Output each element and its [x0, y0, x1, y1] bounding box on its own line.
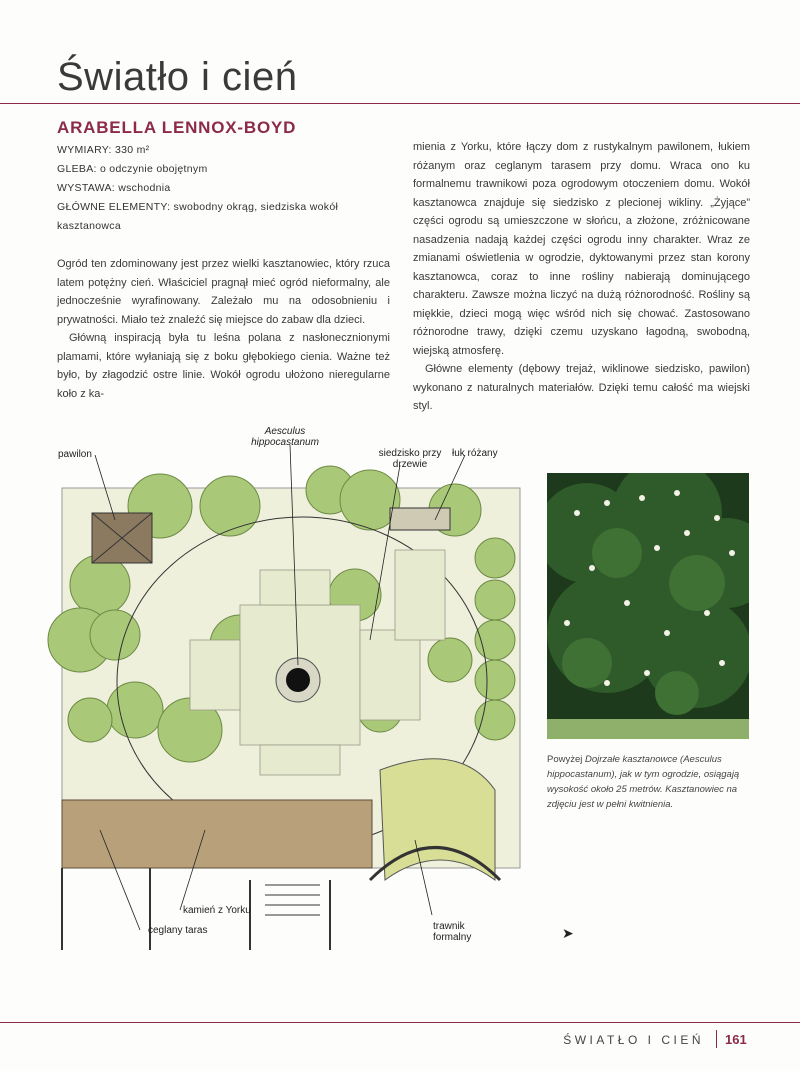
label-rose-arch: łuk różany [452, 448, 498, 459]
garden-plan-illustration [40, 410, 540, 950]
photo-caption: Powyżej Dojrzałe kasztanowce (Aesculus hippocastanum), jak w tym ogrodzie, osiągają wysokość około 25 metrów. Kasztanowiec na zdjęciu jest w pełni kwitnienia. [547, 754, 740, 810]
spec-item-soil: GLEBA: o odczynie obojętnym [57, 163, 208, 175]
spec-item-dimensions: WYMIARY: 330 m² [57, 144, 150, 156]
paragraph: Główną inspiracją była tu leśna polana z nasłonecznionymi plamami, które wyłaniają się z boku głębokiego cienia. Ważne też było, by złagodzić ostre linie. Wokół ogrodu ułożono nieregularne koło z ka- [57, 332, 390, 400]
label-aesculus: Aesculus hippocastanum [251, 426, 319, 448]
label-pavilion: pawilon [58, 449, 92, 460]
spec-list [57, 141, 387, 236]
north-arrow-icon: ➤ [562, 925, 574, 941]
spec-item-main-elements: GŁÓWNE ELEMENTY: swobodny okrąg, siedziska wokół kasztanowca [57, 201, 339, 232]
label-siedzisko: siedzisko przy drzewie [378, 448, 442, 470]
page-title: Światło i cień [57, 55, 298, 99]
paragraph: mienia z Yorku, które łączy dom z rustykalnym pawilonem, łukiem różanym oraz ceglanym tarasem przy domu. Wraca ono ku formalnemu trawnikowi poza ogrodowym otoczeniem domu. Wokół kasztanowca znajduje się siedzisko z plecionej wikliny. „Żyjące” części ogrodu są umieszczone w słońcu, a złożone, zróżnicowane nasadzenia nadają każdej części ogrodu inny charakter. Wraz ze zmianami oświetlenia w ogrodzie, dyktowanymi przez stan korony kasztanowca, coraz to inne rośliny nabierają dominującego charakteru. Zawsze można liczyć na dużą różnorodność. Rośliny są miękkie, dzieci mogą więc wśród nich się chować. Zastosowano różnorodne trawy, dzięki czemu uzyskano łagodną, swobodną, wiejską atmosferę. [413, 141, 750, 357]
paragraph: Główne elementy (dębowy trejaż, wiklinowe siedzisko, pawilon) wykonano z naturalnych materiałów. Dzięki temu całość ma wiejski styl. [413, 363, 750, 412]
title-rule [0, 103, 800, 104]
body-column-left [57, 255, 390, 403]
paragraph: Ogród ten zdominowany jest przez wielki kasztanowiec, który rzuca latem potężny cień. Właściciel pragnął mieć ogród nieformalny, ale jednocześnie wyrafinowany. Zależało mu na odosobnieniu i prywatności. Miało też znaleźć się miejsce do zabaw dla dzieci. [57, 258, 390, 326]
footer-separator [716, 1030, 717, 1048]
label-formal-lawn: trawnik formalny [433, 921, 472, 943]
spec-item-exposure: WYSTAWA: wschodnia [57, 182, 171, 194]
author-name: ARABELLA LENNOX-BOYD [57, 118, 297, 137]
label-brick-terrace: ceglany taras [148, 925, 208, 936]
pavilion-shape [92, 513, 152, 563]
running-footer: ŚWIATŁO I CIEŃ [563, 1033, 704, 1047]
body-column-right [413, 138, 750, 416]
label-york-stone: kamień z Yorku [183, 905, 251, 916]
page-number: 161 [725, 1032, 747, 1047]
chestnut-tree-photo [547, 473, 749, 739]
footer-rule [0, 1022, 800, 1023]
